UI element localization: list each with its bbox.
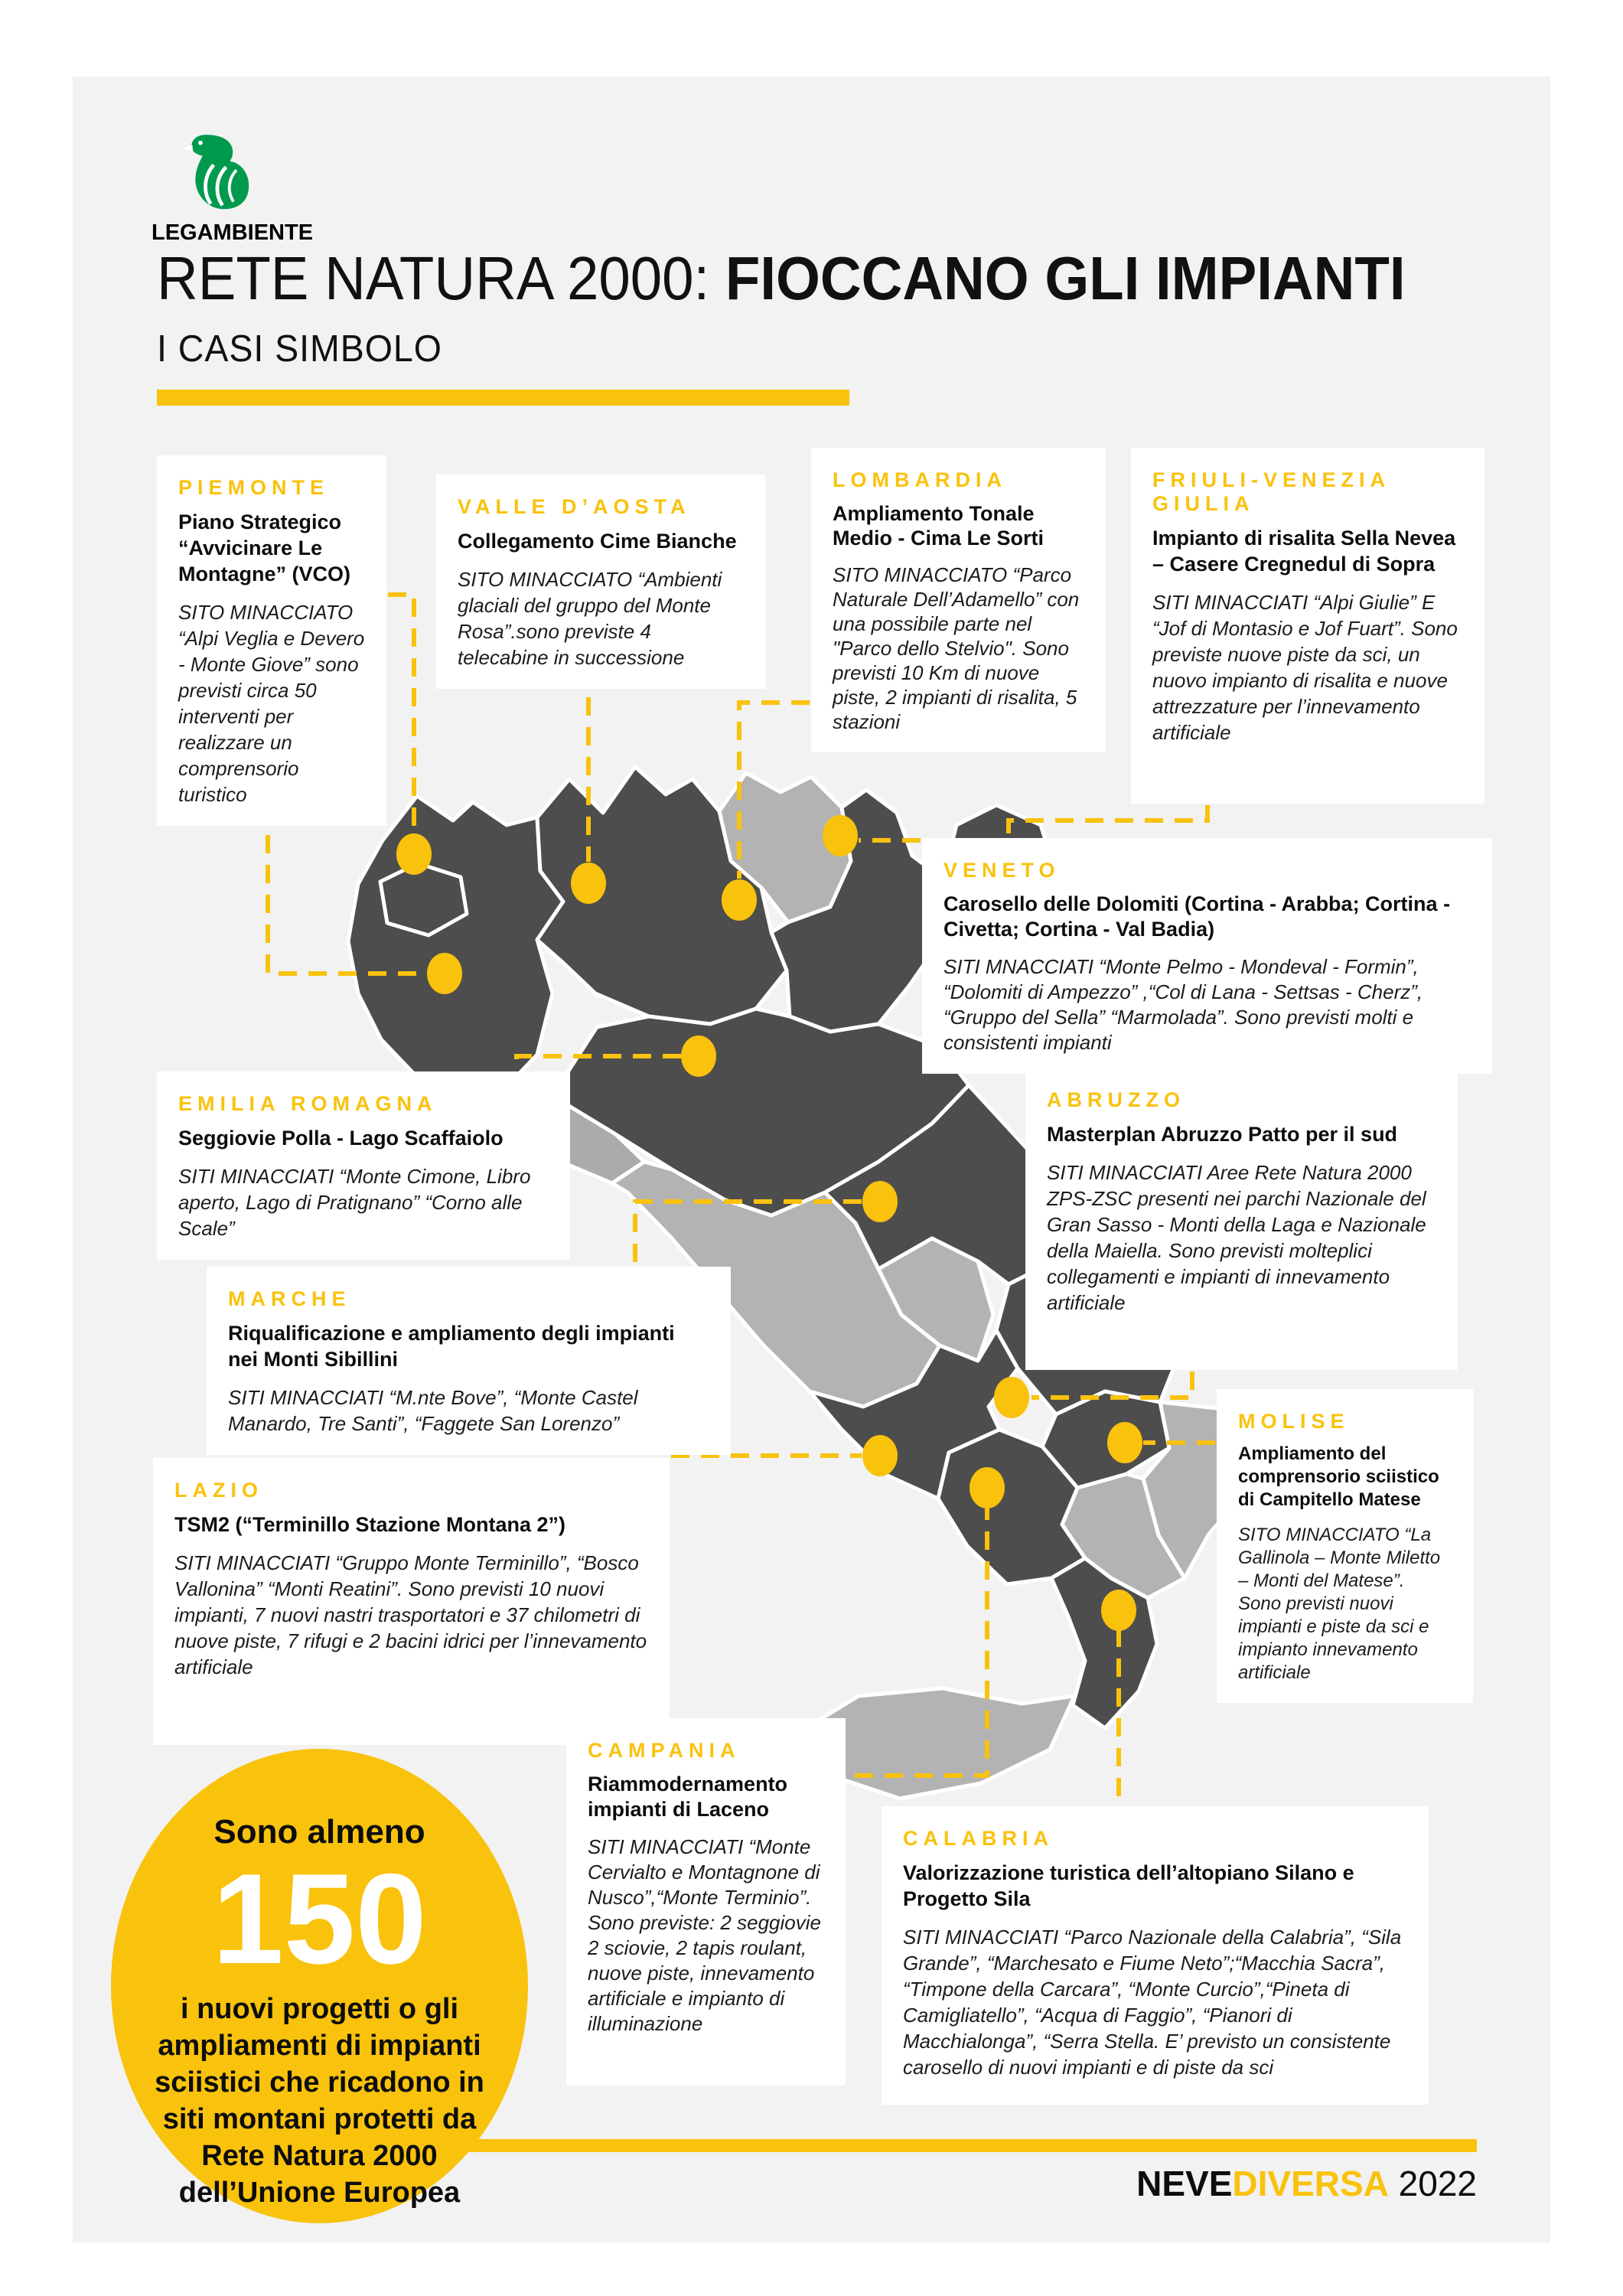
region-project: Carosello delle Dolomiti (Cortina - Arabba; Cortina - Civetta; Cortina - Val Badia) xyxy=(943,892,1451,941)
footer-year: 2022 xyxy=(1388,2164,1477,2203)
map-marker-abruzzo xyxy=(994,1377,1029,1418)
region-title: CAMPANIA xyxy=(588,1739,741,1762)
region-project: Valorizzazione turistica dell’altopiano Silano e Progetto Sila xyxy=(903,1861,1354,1910)
region-title: MOLISE xyxy=(1238,1410,1350,1433)
region-project: Riqualificazione e ampliamento degli impianti nei Monti Sibillini xyxy=(228,1322,675,1371)
region-details: SITI MINACCIATI Aree Rete Natura 2000 ZPS-ZSC presenti nei parchi Nazionale del Gran Sasso - Monti della Laga e Nazionale della Maiella. Sono previsti molteplici collegamenti e impianti di innevamento artificiale xyxy=(1047,1161,1426,1314)
stat-circle xyxy=(111,1749,528,2223)
map-marker-marche xyxy=(862,1181,898,1222)
region-project: Masterplan Abruzzo Patto per il sud xyxy=(1047,1123,1398,1146)
map-marker-campania xyxy=(970,1467,1005,1508)
region-details: SITO MINACCIATO “Alpi Veglia e Devero - Monte Giove” sono previsti circa 50 interventi per realizzare un comprensorio turistico xyxy=(178,601,365,806)
region-title: MARCHE xyxy=(228,1287,351,1310)
legambiente-wordmark: LEGAMBIENTE xyxy=(152,220,314,245)
footer-brand-neve: NEVE xyxy=(1136,2164,1233,2203)
stat-value: 150 xyxy=(212,1847,427,1991)
page-subtitle: I CASI SIMBOLO xyxy=(157,328,442,370)
map-marker-piemonte-vco xyxy=(396,833,432,875)
region-title: CALABRIA xyxy=(903,1827,1054,1850)
region-title: LOMBARDIA xyxy=(833,468,1007,491)
map-marker-veneto xyxy=(823,815,858,856)
region-title: PIEMONTE xyxy=(178,476,330,499)
map-marker-lombardia xyxy=(722,879,757,921)
region-details: SITI MINACCIATI “Parco Nazionale della Calabria”, “Sila Grande”, “Marchesato e Fiume Neto”;“Macchia Sacra”, “Timpone della Carcara”, “Monte Curcio”,“Pineta di Camigliatello”, “Acqua di Faggio”, “Pianori di Macchialonga”, “Serra Stella. E’ previsto un consistente carosello di nuovi impianti e di piste da sci xyxy=(903,1926,1402,2079)
region-project: Riammodernamento impianti di Laceno xyxy=(588,1773,788,1821)
region-project: Ampliamento del comprensorio sciistico di Campitello Matese xyxy=(1238,1443,1439,1510)
map-marker-lazio xyxy=(862,1435,898,1476)
region-project: Collegamento Cime Bianche xyxy=(458,530,737,553)
region-card-veneto xyxy=(922,838,1492,1074)
region-card-abruzzo xyxy=(1025,1068,1458,1370)
region-card-friuli-venezia-giulia xyxy=(1131,448,1484,804)
region-title: EMILIA ROMAGNA xyxy=(178,1092,438,1115)
map-marker-calabria xyxy=(1101,1590,1136,1631)
region-details: SITO MINACCIATO “Parco Naturale Dell’Adamello” con una possibile parte nel "Parco dello Stelvio". Sono previsti 10 Km di nuove piste, 2 impianti di risalita, 5 stazioni xyxy=(833,563,1080,733)
region-details: SITO MINACCIATO “La Gallinola – Monte Miletto – Monti del Matese”. Sono previsti nuovi impianti e piste da sci e impianto innevamento artificiale xyxy=(1238,1525,1441,1683)
connector-piemonte-vco xyxy=(388,595,414,834)
region-details: SITO MINACCIATO “Ambienti glaciali del gruppo del Monte Rosa”.sono previste 4 telecabine in successione xyxy=(458,568,722,669)
region-card-lombardia xyxy=(811,448,1106,752)
map-region-piemonte xyxy=(348,796,563,1096)
region-project: Seggiovie Polla - Lago Scaffaiolo xyxy=(178,1127,504,1150)
region-card-molise xyxy=(1217,1389,1473,1703)
region-card-valle-daosta xyxy=(436,475,765,689)
region-details: SITI MINACCIATI “Alpi Giulie” E “Jof di Montasio e Jof Fuart”. Sono previste nuove piste da sci, un nuovo impianto di risalita e nuove attrezzature per l’innevamento artificiale xyxy=(1152,591,1458,744)
region-details: SITI MINACCIATI “Monte Cervialto e Montagnone di Nusco”,“Monte Terminio”. Sono previste: 2 seggiovie 2 sciovie, 2 tapis roulant, nuove piste, innevamento artificiale e impianto di illuminazione xyxy=(588,1835,821,2035)
region-title: VALLE D’AOSTA xyxy=(458,495,691,518)
stat-intro: Sono almeno xyxy=(213,1813,425,1851)
page-title-regular: RETE NATURA 2000: xyxy=(157,244,725,312)
region-card-emilia-romagna xyxy=(157,1071,570,1260)
region-title: LAZIO xyxy=(174,1479,263,1502)
footer-brand xyxy=(1136,2163,1477,2204)
region-details: SITI MINACCIATI “M.nte Bove”, “Monte Castel Manardo, Tre Santi”, “Faggete San Lorenzo” xyxy=(228,1386,638,1435)
region-project: TSM2 (“Terminillo Stazione Montana 2”) xyxy=(174,1513,566,1536)
footer-yellow-bar xyxy=(467,2139,1477,2152)
footer-brand-diversa: DIVERSA xyxy=(1232,2164,1389,2203)
region-card-lazio xyxy=(153,1458,670,1745)
map-marker-molise xyxy=(1107,1422,1142,1463)
region-project: Piano Strategico “Avvicinare Le Montagne” (VCO) xyxy=(178,510,350,585)
region-card-marche xyxy=(207,1267,731,1455)
region-project: Impianto di risalita Sella Nevea – Casere Cregnedul di Sopra xyxy=(1152,527,1456,576)
map-marker-piemonte xyxy=(427,953,462,994)
region-card-calabria xyxy=(882,1806,1429,2105)
page-title-bold: FIOCCANO GLI IMPIANTI xyxy=(725,244,1406,312)
region-card-piemonte xyxy=(157,455,386,826)
region-details: SITI MINACCIATI “Gruppo Monte Terminillo”, “Bosco Vallonina” “Monti Reatini”. Sono previsti 10 nuovi impianti, 7 nuovi nastri trasportatori e 37 chilometri di nuove piste, 7 rifugi e 2 bacini idrici per l’innevamento artificiale xyxy=(174,1551,647,1678)
region-title: VENETO xyxy=(943,859,1061,882)
map-marker-valle-daosta xyxy=(571,863,606,904)
map-marker-emilia xyxy=(681,1035,716,1077)
stat-caption: i nuovi progetti o gli ampliamenti di impianti sciistici che ricadono in siti montani protetti da Rete Natura 2000 dell’Unione Europea xyxy=(155,1993,484,2209)
region-details: SITI MNACCIATI “Monte Pelmo - Mondeval - Formin”, “Dolomiti di Ampezzo” ,“Col di Lana - Settsas - Cherz”, “Gruppo del Sella” “Marmolada”. Sono previsti molti e consistenti impianti xyxy=(943,955,1423,1054)
region-title: ABRUZZO xyxy=(1047,1088,1185,1111)
region-details: SITI MINACCIATI “Monte Cimone, Libro aperto, Lago di Pratignano” “Corno alle Scale” xyxy=(178,1165,531,1240)
region-title: FRIULI-VENEZIA GIULIA xyxy=(1152,468,1390,515)
region-project: Ampliamento Tonale Medio - Cima Le Sorti xyxy=(833,502,1045,550)
region-card-campania xyxy=(566,1718,846,2086)
